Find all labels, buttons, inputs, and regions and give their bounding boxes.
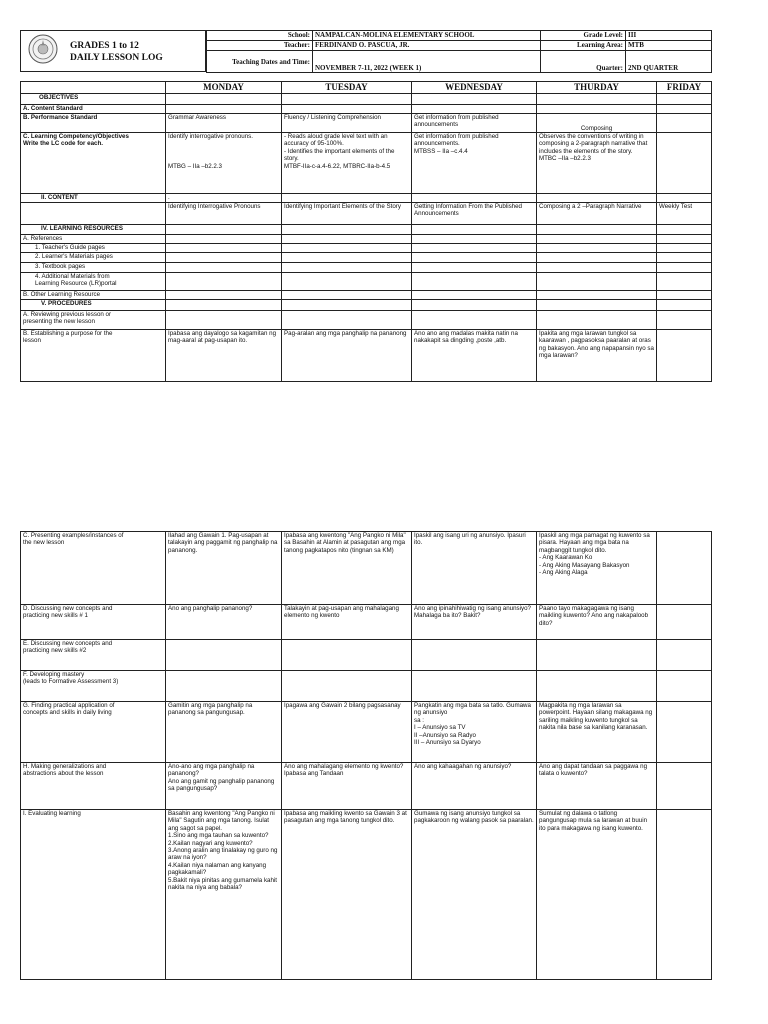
- table-row: [21, 702, 712, 763]
- cell-thurday: [537, 105, 657, 114]
- school-label: School:: [207, 31, 313, 41]
- area-label: Learning Area:: [541, 41, 626, 51]
- cell-friday: [657, 263, 712, 273]
- cell-thurday: [537, 671, 657, 702]
- cell-thurday: [537, 273, 657, 291]
- cell-wednesday: [412, 640, 537, 671]
- cell-thurday: [537, 263, 657, 273]
- row-label: C. Presenting examples/instances of the new lesson: [21, 532, 166, 605]
- cell-thurday: [537, 194, 657, 203]
- row-label: B. Performance Standard: [21, 114, 166, 133]
- cell-monday: Basahin ang kwentong "Ang Pangko ni Mila" Sagutin ang mga tanong. Isulat ang sagot sa papel. 1.Sino ang mga tauhan sa kuwento? 2.Kailan nagyari ang kuwento? 3.Anong aralin ang tinalakay ng guro ng araw na iyon? 4.Kailan niya nalaman ang kanyang pagkakamali? 5.Bakit niya pinitas ang gumamela kahit nakita na niya ang babala?: [166, 810, 282, 980]
- grade-value: III: [626, 31, 712, 41]
- cell-friday: Weekly Test: [657, 203, 712, 225]
- cell-monday: [166, 94, 282, 105]
- cell-wednesday: [412, 225, 537, 235]
- cell-tuesday: Ipabasa ang maikling kwento sa Gawain 3 at pasagutan ang mga tanong tungkol dito.: [282, 810, 412, 980]
- cell-monday: [166, 225, 282, 235]
- row-label: V. PROCEDURES: [21, 300, 166, 311]
- cell-thurday: Composing: [537, 114, 657, 133]
- cell-friday: [657, 244, 712, 253]
- cell-thurday: [537, 225, 657, 235]
- cell-friday: [657, 235, 712, 244]
- header-info-table: [206, 30, 712, 73]
- row-label: G. Finding practical application of concepts and skills in daily living: [21, 702, 166, 763]
- title-line-1: GRADES 1 to 12: [70, 41, 139, 51]
- table-row: [21, 253, 712, 263]
- day-header-thursday: THURDAY: [537, 82, 657, 94]
- table-row: [21, 263, 712, 273]
- row-label: 3. Textbook pages: [21, 263, 166, 273]
- dates-value: NOVEMBER 7-11, 2022 (WEEK 1): [313, 51, 541, 73]
- cell-monday: [166, 671, 282, 702]
- cell-tuesday: Talakayin at pag-usapan ang mahalagang elemento ng kwento: [282, 605, 412, 640]
- cell-wednesday: [412, 273, 537, 291]
- day-header-tuesday: TUESDAY: [282, 82, 412, 94]
- cell-thurday: [537, 244, 657, 253]
- cell-wednesday: [412, 194, 537, 203]
- table-row: [21, 300, 712, 311]
- cell-wednesday: Gumawa ng isang anunsiyo tungkol sa pagkakaroon ng walang pasok sa paaralan.: [412, 810, 537, 980]
- cell-friday: [657, 763, 712, 810]
- cell-tuesday: Ipagawa ang Gawain 2 bilang pagsasanay: [282, 702, 412, 763]
- cell-wednesday: [412, 105, 537, 114]
- cell-tuesday: [282, 273, 412, 291]
- table-row: [21, 225, 712, 235]
- deped-seal-icon: [28, 34, 58, 64]
- day-header-wednesday: WEDNESDAY: [412, 82, 537, 94]
- row-label: A. Content Standard: [21, 105, 166, 114]
- cell-tuesday: Fluency / Listening Comprehension: [282, 114, 412, 133]
- cell-wednesday: Get information from published announcements: [412, 114, 537, 133]
- cell-tuesday: [282, 311, 412, 330]
- lesson-log-table-1: [20, 81, 712, 382]
- table-row: [21, 94, 712, 105]
- table-row: [21, 273, 712, 291]
- table-row: [21, 194, 712, 203]
- cell-monday: .: [166, 194, 282, 203]
- cell-thurday: [537, 300, 657, 311]
- cell-monday: Ipabasa ang dayalogo sa kagamitan ng mag-aaral at pag-usapan ito.: [166, 330, 282, 382]
- cell-wednesday: [412, 671, 537, 702]
- cell-tuesday: [282, 94, 412, 105]
- row-label: E. Discussing new concepts and practicing new skills #2: [21, 640, 166, 671]
- cell-monday: [166, 253, 282, 263]
- cell-wednesday: [412, 244, 537, 253]
- row-label: OBJECTIVES: [21, 94, 166, 105]
- table-row: [21, 244, 712, 253]
- cell-thurday: [537, 235, 657, 244]
- cell-monday: [166, 235, 282, 244]
- quarter-label: Quarter:: [541, 51, 626, 73]
- row-label: F. Developing mastery (leads to Formative Assessment 3): [21, 671, 166, 702]
- cell-friday: [657, 300, 712, 311]
- cell-tuesday: - Reads aloud grade level text with an accuracy of 95-100%. - Identifies the important elements of the story. MTBF-IIa-c-a.4-6.22, MTBRC-IIa-b-4.5: [282, 133, 412, 194]
- cell-thurday: [537, 94, 657, 105]
- cell-friday: [657, 94, 712, 105]
- title-line-2: DAILY LESSON LOG: [70, 53, 163, 63]
- cell-monday: [166, 291, 282, 300]
- cell-friday: [657, 133, 712, 194]
- row-label: B. Establishing a purpose for the lesson: [21, 330, 166, 382]
- cell-thurday: Ipakita ang mga larawan tungkol sa kaarawan , pagpasoksa paaralan at oras ng bakasyon. Ano ang napapansin nyo sa mga larawan?: [537, 330, 657, 382]
- cell-tuesday: [282, 300, 412, 311]
- cell-monday: Grammar Awareness: [166, 114, 282, 133]
- cell-monday: Gamitin ang mga panghalip na pananong sa pangungusap.: [166, 702, 282, 763]
- document-title: [70, 40, 163, 64]
- school-value: NAMPALCAN-MOLINA ELEMENTARY SCHOOL: [313, 31, 541, 41]
- cell-monday: [166, 300, 282, 311]
- cell-tuesday: [282, 253, 412, 263]
- cell-friday: [657, 330, 712, 382]
- cell-friday: [657, 532, 712, 605]
- table-row: [21, 105, 712, 114]
- cell-wednesday: [412, 94, 537, 105]
- cell-tuesday: [282, 244, 412, 253]
- cell-tuesday: [282, 263, 412, 273]
- cell-tuesday: Pag-aralan ang mga panghalip na pananong: [282, 330, 412, 382]
- cell-monday: Ano-ano ang mga panghalip na pananong? Ano ang gamit ng panghalip pananong sa pangungusap?: [166, 763, 282, 810]
- day-header-friday: FRIDAY: [657, 82, 712, 94]
- cell-friday: [657, 273, 712, 291]
- cell-tuesday: [282, 671, 412, 702]
- cell-monday: [166, 244, 282, 253]
- row-label: IV. LEARNING RESOURCES: [21, 225, 166, 235]
- cell-wednesday: [412, 263, 537, 273]
- cell-thurday: Magpakita ng mga larawan sa powerpoint. Hayaan silang makagawa ng sariling maikling kuwento tungkol sa nakita nila base sa kanilang karanasan.: [537, 702, 657, 763]
- cell-monday: Identifying Interrogative Pronouns: [166, 203, 282, 225]
- cell-thurday: Sumulat ng dalawa o tatlong pangungusap mula sa larawan at buuin ito para makagawa ng isang kuwento.: [537, 810, 657, 980]
- grade-label: Grade Level:: [541, 31, 626, 41]
- cell-wednesday: Ano ang kahaagahan ng anunsiyo?: [412, 763, 537, 810]
- cell-tuesday: Ipabasa ang kwentong "Ang Pangko ni Mila" sa Basahin at Alamin at pasagutan ang mga tanong pagkatapos nito (tingnan sa KM): [282, 532, 412, 605]
- cell-monday: [166, 263, 282, 273]
- cell-thurday: [537, 291, 657, 300]
- cell-friday: [657, 640, 712, 671]
- cell-tuesday: [282, 640, 412, 671]
- cell-monday: [166, 273, 282, 291]
- cell-monday: Ilahad ang Gawain 1. Pag-usapan at talakayin ang paggamit ng panghalip na pananong.: [166, 532, 282, 605]
- cell-thurday: Paano tayo makagagawa ng isang maikling kuwento? Ano ang nakapaloob dito?: [537, 605, 657, 640]
- cell-monday: [166, 640, 282, 671]
- table-row: [21, 203, 712, 225]
- row-label: I. Evaluating learning: [21, 810, 166, 980]
- cell-friday: [657, 671, 712, 702]
- row-label: H. Making generalizations and abstractions about the lesson: [21, 763, 166, 810]
- cell-thurday: [537, 640, 657, 671]
- cell-thurday: [537, 253, 657, 263]
- cell-friday: [657, 253, 712, 263]
- cell-monday: Identify interrogative pronouns. MTBG – IIa –b2.2.3: [166, 133, 282, 194]
- cell-monday: [166, 105, 282, 114]
- cell-thurday: Ipaskil ang mga pamagat ng kuwento sa pisara. Hayaan ang mga bata na magbanggit tungkol dito. - Ang Kaarawan Ko - Ang Aking Masayang Bakasyon - Ang Aking Alaga: [537, 532, 657, 605]
- cell-wednesday: [412, 291, 537, 300]
- area-value: MTB: [626, 41, 712, 51]
- cell-thurday: Observes the conventions of writing in composing a 2-paragraph narrative that includes the elements of the story. MTBC –IIa –b2.2.3: [537, 133, 657, 194]
- row-label: 4. Additional Materials from Learning Resource (LR)portal: [21, 273, 166, 291]
- table-row: [21, 133, 712, 194]
- cell-friday: [657, 702, 712, 763]
- cell-tuesday: [282, 105, 412, 114]
- lesson-log-table-2: [20, 531, 712, 980]
- cell-tuesday: Ano ang mahalagang elemento ng kwento? Ipabasa ang Tandaan: [282, 763, 412, 810]
- day-header-blank: [21, 82, 166, 94]
- table-row: [21, 810, 712, 980]
- cell-friday: [657, 311, 712, 330]
- table-row: [21, 114, 712, 133]
- table-row: [21, 330, 712, 382]
- table-row: [21, 763, 712, 810]
- cell-wednesday: [412, 311, 537, 330]
- table-row: [21, 671, 712, 702]
- cell-tuesday: [282, 225, 412, 235]
- cell-thurday: Composing a 2 –Paragraph Narrative: [537, 203, 657, 225]
- cell-wednesday: Getting Information From the Published Announcements: [412, 203, 537, 225]
- row-label: B. Other Learning Resource: [21, 291, 166, 300]
- cell-wednesday: [412, 235, 537, 244]
- row-label: C. Learning Competency/Objectives Write the LC code for each.: [21, 133, 166, 194]
- cell-friday: [657, 114, 712, 133]
- cell-wednesday: [412, 253, 537, 263]
- day-header-monday: MONDAY: [166, 82, 282, 94]
- cell-wednesday: Pangkatin ang mga bata sa tatlo. Gumawa ng anunsiyo sa : I – Anunsiyo sa TV II –Anunsiyo sa Radyo III – Anunsiyo sa Dyaryo: [412, 702, 537, 763]
- cell-friday: [657, 105, 712, 114]
- cell-wednesday: Get information from published announcements. MTBSS – IIa –c.4.4: [412, 133, 537, 194]
- cell-monday: Ano ang panghalip pananong?: [166, 605, 282, 640]
- cell-thurday: [537, 311, 657, 330]
- cell-wednesday: Ano ano ang madalas makita natin na nakakapit sa dingding ,poste ,atb.: [412, 330, 537, 382]
- cell-monday: [166, 311, 282, 330]
- row-label: [21, 203, 166, 225]
- cell-tuesday: [282, 235, 412, 244]
- cell-thurday: Ano ang dapat tandaan sa paggawa ng talata o kuwento?: [537, 763, 657, 810]
- cell-wednesday: Ano ang ipinahihiwatig ng isang anunsiyo? Mahalaga ba ito? Bakit?: [412, 605, 537, 640]
- dates-label: Teaching Dates and Time:: [207, 51, 313, 73]
- table-row: [21, 291, 712, 300]
- cell-tuesday: [282, 194, 412, 203]
- cell-tuesday: [282, 291, 412, 300]
- table-row: [21, 235, 712, 244]
- row-label: 2. Learner's Materials pages: [21, 253, 166, 263]
- cell-friday: [657, 194, 712, 203]
- cell-tuesday: Identifying Important Elements of the Story: [282, 203, 412, 225]
- cell-wednesday: [412, 300, 537, 311]
- table-row: [21, 311, 712, 330]
- row-label: A. References: [21, 235, 166, 244]
- table-row: [21, 640, 712, 671]
- cell-friday: [657, 605, 712, 640]
- cell-friday: [657, 810, 712, 980]
- row-label: D. Discussing new concepts and practicing new skills # 1: [21, 605, 166, 640]
- quarter-value: 2ND QUARTER: [626, 51, 712, 73]
- table-row: [21, 605, 712, 640]
- cell-wednesday: Ipaskil ang isang uri ng anunsiyo. Ipasuri ito.: [412, 532, 537, 605]
- cell-friday: [657, 291, 712, 300]
- table-row: [21, 532, 712, 605]
- row-label: 1. Teacher's Guide pages: [21, 244, 166, 253]
- cell-friday: [657, 225, 712, 235]
- row-label: II. CONTENT: [21, 194, 166, 203]
- row-label: A. Reviewing previous lesson or presenting the new lesson: [21, 311, 166, 330]
- teacher-value: FERDINAND O. PASCUA, JR.: [313, 41, 541, 51]
- teacher-label: Teacher:: [207, 41, 313, 51]
